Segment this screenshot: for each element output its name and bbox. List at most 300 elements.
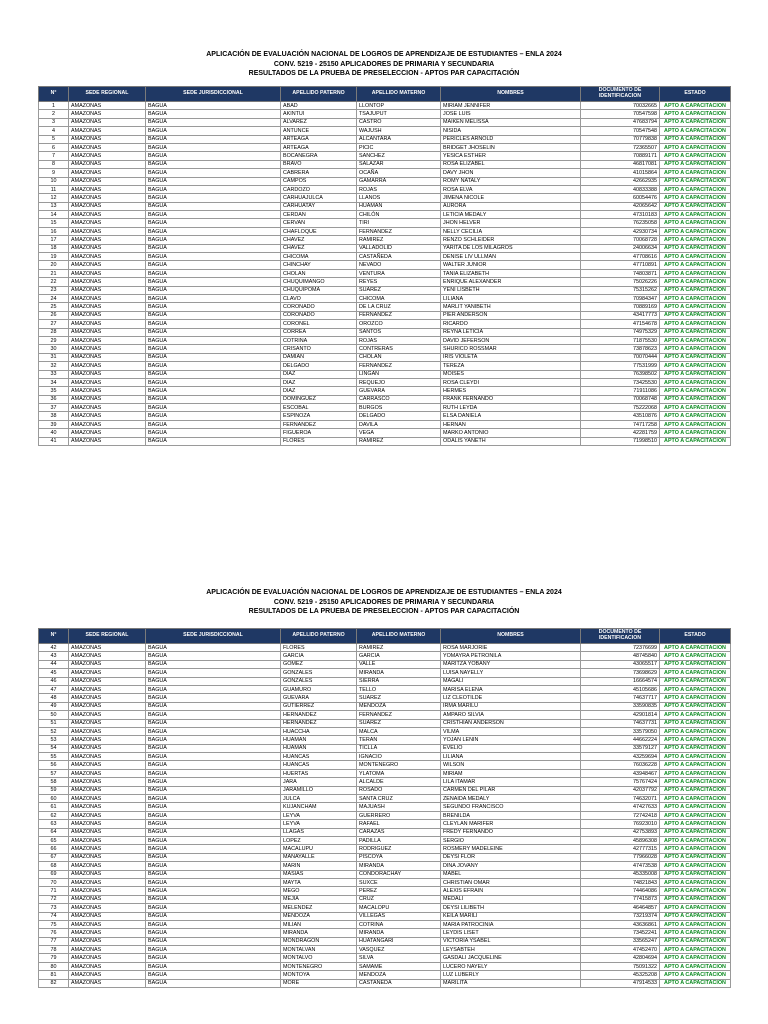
cell-sede-regional: AMAZONAS — [69, 303, 146, 311]
cell-nombres: MEDALI — [441, 895, 581, 903]
cell-apellido-materno: LLONTOP — [357, 102, 441, 110]
cell-apellido-paterno: ANTUNCE — [281, 127, 357, 135]
table-row — [39, 736, 731, 744]
table-row — [39, 878, 731, 886]
cell-sede-regional: AMAZONAS — [69, 236, 146, 244]
cell-sede-regional: AMAZONAS — [69, 677, 146, 685]
cell-sede-jurisdiccional: BAGUA — [146, 669, 281, 677]
cell-documento: 47683794 — [581, 118, 660, 126]
cell-sede-regional: AMAZONAS — [69, 286, 146, 294]
cell-apellido-paterno: MONTENEGRO — [281, 962, 357, 970]
cell-estado: APTO A CAPACITACION — [660, 677, 731, 685]
cell-estado: APTO A CAPACITACION — [660, 962, 731, 970]
cell-apellido-materno: MIRANDA — [357, 862, 441, 870]
cell-apellido-materno: VALLE — [357, 660, 441, 668]
cell-nombres: LIZ CLEOTILDE — [441, 694, 581, 702]
cell-nombres: NELLY CECILIA — [441, 227, 581, 235]
table-row — [39, 979, 731, 987]
cell-sede-regional: AMAZONAS — [69, 437, 146, 445]
cell-nombres: BRENILDA — [441, 811, 581, 819]
cell-estado: APTO A CAPACITACION — [660, 261, 731, 269]
cell-apellido-materno: HUAMAN — [357, 202, 441, 210]
cell-nombres: DAVY JHON — [441, 169, 581, 177]
cell-number: 12 — [39, 194, 69, 202]
cell-estado: APTO A CAPACITACION — [660, 143, 731, 151]
cell-number: 77 — [39, 937, 69, 945]
cell-sede-jurisdiccional: BAGUA — [146, 303, 281, 311]
cell-sede-regional: AMAZONAS — [69, 962, 146, 970]
header-line-2: CONV. 5219 - 25150 APLICADORES DE PRIMARIA Y SECUNDARIA — [273, 60, 495, 68]
cell-documento: 43510876 — [581, 412, 660, 420]
cell-apellido-materno: OROZCO — [357, 320, 441, 328]
cell-nombres: YOJAN LENIN — [441, 736, 581, 744]
cell-documento: 47473538 — [581, 862, 660, 870]
cell-sede-jurisdiccional: BAGUA — [146, 954, 281, 962]
cell-nombres: MAGALI — [441, 677, 581, 685]
cell-apellido-materno: MACALOPU — [357, 904, 441, 912]
cell-number: 73 — [39, 904, 69, 912]
table-row — [39, 303, 731, 311]
col-header-sede-regional: SEDE REGIONAL — [69, 87, 146, 102]
cell-nombres: MIRIAM JENNIFER — [441, 102, 581, 110]
cell-documento: 47154678 — [581, 320, 660, 328]
cell-sede-jurisdiccional: BAGUA — [146, 328, 281, 336]
cell-sede-regional: AMAZONAS — [69, 177, 146, 185]
cell-nombres: AURORA — [441, 202, 581, 210]
cell-documento: 73698629 — [581, 669, 660, 677]
results-table-1 — [38, 86, 731, 446]
cell-apellido-paterno: BOCANEGRA — [281, 152, 357, 160]
cell-documento: 73219374 — [581, 912, 660, 920]
cell-nombres: AMPARO SILVIA — [441, 711, 581, 719]
cell-number: 71 — [39, 887, 69, 895]
cell-sede-jurisdiccional: BAGUA — [146, 219, 281, 227]
cell-apellido-paterno: CHUQUIMANGO — [281, 278, 357, 286]
table-row — [39, 311, 731, 319]
cell-apellido-paterno: CHINCHAY — [281, 261, 357, 269]
table-row — [39, 946, 731, 954]
cell-documento: 70547548 — [581, 127, 660, 135]
cell-estado: APTO A CAPACITACION — [660, 769, 731, 777]
cell-nombres: ROSA ELIZABEL — [441, 160, 581, 168]
cell-sede-jurisdiccional: BAGUA — [146, 437, 281, 445]
cell-nombres: SEGUNDO FRANCISCO — [441, 803, 581, 811]
table-row — [39, 954, 731, 962]
cell-sede-jurisdiccional: BAGUA — [146, 311, 281, 319]
cell-sede-regional: AMAZONAS — [69, 320, 146, 328]
cell-sede-regional: AMAZONAS — [69, 711, 146, 719]
table-header-row — [39, 87, 731, 102]
cell-estado: APTO A CAPACITACION — [660, 937, 731, 945]
cell-sede-regional: AMAZONAS — [69, 920, 146, 928]
cell-number: 41 — [39, 437, 69, 445]
cell-apellido-materno: IGNACIO — [357, 753, 441, 761]
cell-nombres: ALEXIS EFRAIN — [441, 887, 581, 895]
cell-estado: APTO A CAPACITACION — [660, 177, 731, 185]
cell-apellido-materno: TIRI — [357, 219, 441, 227]
cell-documento: 70547598 — [581, 110, 660, 118]
cell-apellido-materno: PADILLA — [357, 836, 441, 844]
cell-apellido-paterno: MARIN — [281, 862, 357, 870]
cell-apellido-paterno: MONTALVAN — [281, 946, 357, 954]
cell-sede-jurisdiccional: BAGUA — [146, 194, 281, 202]
cell-nombres: VILMA — [441, 727, 581, 735]
cell-number: 36 — [39, 395, 69, 403]
table-row — [39, 853, 731, 861]
cell-sede-jurisdiccional: BAGUA — [146, 895, 281, 903]
cell-documento: 43417773 — [581, 311, 660, 319]
cell-sede-jurisdiccional: BAGUA — [146, 904, 281, 912]
cell-sede-regional: AMAZONAS — [69, 736, 146, 744]
cell-estado: APTO A CAPACITACION — [660, 828, 731, 836]
cell-apellido-paterno: CHUQUIPOMA — [281, 286, 357, 294]
cell-nombres: RUTH LEYDA — [441, 404, 581, 412]
cell-nombres: MAIKEN MELISSA — [441, 118, 581, 126]
cell-sede-jurisdiccional: BAGUA — [146, 370, 281, 378]
cell-apellido-paterno: HUANCAS — [281, 753, 357, 761]
cell-estado: APTO A CAPACITACION — [660, 236, 731, 244]
cell-number: 23 — [39, 286, 69, 294]
cell-nombres: TEREZA — [441, 362, 581, 370]
cell-sede-jurisdiccional: BAGUA — [146, 736, 281, 744]
cell-documento: 45325208 — [581, 971, 660, 979]
cell-apellido-materno: TELLO — [357, 685, 441, 693]
cell-documento: 70984347 — [581, 294, 660, 302]
table-row — [39, 644, 731, 652]
cell-number: 80 — [39, 962, 69, 970]
cell-apellido-paterno: CERVAN — [281, 219, 357, 227]
cell-nombres: HERNAN — [441, 420, 581, 428]
cell-number: 21 — [39, 269, 69, 277]
cell-apellido-materno: MIRANDA — [357, 929, 441, 937]
cell-apellido-materno: SUXCE — [357, 878, 441, 886]
cell-estado: APTO A CAPACITACION — [660, 269, 731, 277]
cell-apellido-paterno: CARHUAJULCA — [281, 194, 357, 202]
cell-sede-regional: AMAZONAS — [69, 102, 146, 110]
cell-documento: 42901814 — [581, 711, 660, 719]
cell-sede-regional: AMAZONAS — [69, 702, 146, 710]
cell-documento: 47427633 — [581, 803, 660, 811]
cell-number: 20 — [39, 261, 69, 269]
cell-number: 17 — [39, 236, 69, 244]
cell-sede-regional: AMAZONAS — [69, 378, 146, 386]
table-row — [39, 412, 731, 420]
cell-estado: APTO A CAPACITACION — [660, 345, 731, 353]
cell-number: 9 — [39, 169, 69, 177]
cell-apellido-materno: RAMIREZ — [357, 437, 441, 445]
cell-sede-jurisdiccional: BAGUA — [146, 979, 281, 987]
cell-apellido-paterno: FIGUEROA — [281, 429, 357, 437]
cell-number: 31 — [39, 353, 69, 361]
cell-estado: APTO A CAPACITACION — [660, 278, 731, 286]
cell-apellido-paterno: COTRINA — [281, 336, 357, 344]
cell-sede-jurisdiccional: BAGUA — [146, 845, 281, 853]
table-row — [39, 185, 731, 193]
cell-apellido-paterno: GONZALES — [281, 669, 357, 677]
cell-documento: 33579127 — [581, 744, 660, 752]
cell-documento: 70779838 — [581, 135, 660, 143]
cell-apellido-paterno: GUAMURO — [281, 685, 357, 693]
cell-documento: 71911086 — [581, 387, 660, 395]
cell-documento: 43065517 — [581, 660, 660, 668]
cell-apellido-materno: DAVILA — [357, 420, 441, 428]
cell-sede-jurisdiccional: BAGUA — [146, 878, 281, 886]
col-header-estado: ESTADO — [660, 87, 731, 102]
cell-apellido-paterno: CHAVEZ — [281, 244, 357, 252]
cell-documento: 71875530 — [581, 336, 660, 344]
cell-sede-regional: AMAZONAS — [69, 395, 146, 403]
cell-apellido-materno: CONTRERAS — [357, 345, 441, 353]
cell-sede-jurisdiccional: BAGUA — [146, 962, 281, 970]
cell-apellido-materno: YLATOMA — [357, 769, 441, 777]
cell-apellido-paterno: JARAMILLO — [281, 786, 357, 794]
cell-sede-jurisdiccional: BAGUA — [146, 912, 281, 920]
table-row — [39, 727, 731, 735]
cell-apellido-paterno: HUACCHA — [281, 727, 357, 735]
cell-apellido-materno: MENDOZA — [357, 702, 441, 710]
cell-apellido-paterno: CARHUATAY — [281, 202, 357, 210]
cell-documento: 75222068 — [581, 404, 660, 412]
cell-documento: 45335008 — [581, 870, 660, 878]
cell-documento: 70068728 — [581, 236, 660, 244]
cell-sede-regional: AMAZONAS — [69, 202, 146, 210]
cell-number: 55 — [39, 753, 69, 761]
cell-sede-regional: AMAZONAS — [69, 753, 146, 761]
cell-estado: APTO A CAPACITACION — [660, 102, 731, 110]
cell-nombres: ENRIQUE ALEXANDER — [441, 278, 581, 286]
cell-number: 44 — [39, 660, 69, 668]
cell-nombres: ELSA DANIELA — [441, 412, 581, 420]
cell-apellido-materno: SANCHEZ — [357, 152, 441, 160]
cell-apellido-materno: HUATANGARI — [357, 937, 441, 945]
cell-number: 24 — [39, 294, 69, 302]
cell-sede-regional: AMAZONAS — [69, 244, 146, 252]
cell-estado: APTO A CAPACITACION — [660, 753, 731, 761]
cell-apellido-paterno: CABRERA — [281, 169, 357, 177]
cell-number: 67 — [39, 853, 69, 861]
cell-nombres: LUZ LUBERLY — [441, 971, 581, 979]
cell-apellido-materno: GAMARRA — [357, 177, 441, 185]
cell-documento: 77531999 — [581, 362, 660, 370]
cell-apellido-paterno: MELENDEZ — [281, 904, 357, 912]
cell-estado: APTO A CAPACITACION — [660, 820, 731, 828]
cell-estado: APTO A CAPACITACION — [660, 185, 731, 193]
cell-apellido-materno: ALCANTARA — [357, 135, 441, 143]
table-row — [39, 971, 731, 979]
cell-sede-regional: AMAZONAS — [69, 954, 146, 962]
cell-sede-regional: AMAZONAS — [69, 795, 146, 803]
cell-number: 42 — [39, 644, 69, 652]
cell-sede-jurisdiccional: BAGUA — [146, 294, 281, 302]
cell-estado: APTO A CAPACITACION — [660, 660, 731, 668]
col-header-sede-jurisdiccional: SEDE JURISDICCIONAL — [146, 629, 281, 644]
col-header-number: N° — [39, 87, 69, 102]
cell-nombres: DEYSI LILIBETH — [441, 904, 581, 912]
cell-apellido-paterno: MAYTA — [281, 878, 357, 886]
cell-apellido-materno: FERNANDEZ — [357, 227, 441, 235]
cell-nombres: CLEYLAN MARIFER — [441, 820, 581, 828]
cell-nombres: DAVID JEFERSON — [441, 336, 581, 344]
cell-nombres: LUCERO NAYELY — [441, 962, 581, 970]
cell-apellido-paterno: MONTALVO — [281, 954, 357, 962]
cell-number: 19 — [39, 253, 69, 261]
cell-sede-jurisdiccional: BAGUA — [146, 685, 281, 693]
cell-apellido-paterno: BRAVO — [281, 160, 357, 168]
cell-apellido-paterno: CLAVO — [281, 294, 357, 302]
cell-documento: 42037792 — [581, 786, 660, 794]
cell-sede-regional: AMAZONAS — [69, 778, 146, 786]
cell-estado: APTO A CAPACITACION — [660, 370, 731, 378]
cell-number: 53 — [39, 736, 69, 744]
table-row — [39, 786, 731, 794]
cell-apellido-materno: RAFAEL — [357, 820, 441, 828]
cell-apellido-paterno: GOMEZ — [281, 660, 357, 668]
cell-estado: APTO A CAPACITACION — [660, 946, 731, 954]
cell-apellido-paterno: GUTIERREZ — [281, 702, 357, 710]
cell-documento: 77966028 — [581, 853, 660, 861]
cell-sede-jurisdiccional: BAGUA — [146, 753, 281, 761]
cell-sede-jurisdiccional: BAGUA — [146, 971, 281, 979]
cell-sede-jurisdiccional: BAGUA — [146, 227, 281, 235]
cell-number: 51 — [39, 719, 69, 727]
cell-number: 38 — [39, 412, 69, 420]
cell-sede-regional: AMAZONAS — [69, 160, 146, 168]
cell-sede-jurisdiccional: BAGUA — [146, 185, 281, 193]
cell-sede-jurisdiccional: BAGUA — [146, 803, 281, 811]
cell-sede-regional: AMAZONAS — [69, 135, 146, 143]
cell-nombres: IRMA MARILÚ — [441, 702, 581, 710]
cell-documento: 44662224 — [581, 736, 660, 744]
cell-documento: 42753893 — [581, 828, 660, 836]
cell-estado: APTO A CAPACITACION — [660, 895, 731, 903]
cell-apellido-materno: VENTURA — [357, 269, 441, 277]
cell-apellido-materno: CASTRO — [357, 118, 441, 126]
cell-sede-jurisdiccional: BAGUA — [146, 362, 281, 370]
cell-number: 16 — [39, 227, 69, 235]
cell-apellido-paterno: AKINTUI — [281, 110, 357, 118]
cell-estado: APTO A CAPACITACION — [660, 761, 731, 769]
cell-sede-jurisdiccional: BAGUA — [146, 143, 281, 151]
cell-apellido-paterno: CRISANTO — [281, 345, 357, 353]
cell-sede-regional: AMAZONAS — [69, 278, 146, 286]
cell-estado: APTO A CAPACITACION — [660, 152, 731, 160]
table-row — [39, 904, 731, 912]
cell-sede-regional: AMAZONAS — [69, 328, 146, 336]
cell-documento: 33565247 — [581, 937, 660, 945]
cell-documento: 74464086 — [581, 887, 660, 895]
table-row — [39, 227, 731, 235]
table-row — [39, 370, 731, 378]
cell-nombres: KEILA MARILI — [441, 912, 581, 920]
cell-number: 79 — [39, 954, 69, 962]
table-row — [39, 102, 731, 110]
cell-number: 74 — [39, 912, 69, 920]
table-row — [39, 895, 731, 903]
cell-nombres: JHON HELVER — [441, 219, 581, 227]
table-row — [39, 328, 731, 336]
cell-apellido-paterno: MONDRAGON — [281, 937, 357, 945]
cell-sede-regional: AMAZONAS — [69, 685, 146, 693]
cell-sede-regional: AMAZONAS — [69, 404, 146, 412]
cell-apellido-paterno: KUJANCHAM — [281, 803, 357, 811]
table-row — [39, 962, 731, 970]
cell-estado: APTO A CAPACITACION — [660, 711, 731, 719]
cell-number: 6 — [39, 143, 69, 151]
cell-apellido-materno: BURGOS — [357, 404, 441, 412]
cell-documento: 47710891 — [581, 261, 660, 269]
cell-documento: 42804694 — [581, 954, 660, 962]
cell-nombres: CRISTHIAN ANDERSON — [441, 719, 581, 727]
cell-sede-jurisdiccional: BAGUA — [146, 412, 281, 420]
cell-sede-regional: AMAZONAS — [69, 853, 146, 861]
cell-sede-regional: AMAZONAS — [69, 143, 146, 151]
cell-apellido-paterno: LOPEZ — [281, 836, 357, 844]
cell-sede-jurisdiccional: BAGUA — [146, 811, 281, 819]
table-row — [39, 828, 731, 836]
table-row — [39, 652, 731, 660]
cell-sede-regional: AMAZONAS — [69, 644, 146, 652]
cell-number: 7 — [39, 152, 69, 160]
cell-sede-regional: AMAZONAS — [69, 152, 146, 160]
cell-number: 78 — [39, 946, 69, 954]
cell-number: 43 — [39, 652, 69, 660]
cell-apellido-materno: TICLLA — [357, 744, 441, 752]
cell-sede-regional: AMAZONAS — [69, 719, 146, 727]
cell-documento: 45896308 — [581, 836, 660, 844]
cell-sede-jurisdiccional: BAGUA — [146, 778, 281, 786]
cell-nombres: LILIANA — [441, 753, 581, 761]
cell-estado: APTO A CAPACITACION — [660, 378, 731, 386]
cell-estado: APTO A CAPACITACION — [660, 404, 731, 412]
cell-documento: 42930734 — [581, 227, 660, 235]
cell-apellido-materno: TSAJUPUT — [357, 110, 441, 118]
cell-sede-regional: AMAZONAS — [69, 311, 146, 319]
table-row — [39, 711, 731, 719]
cell-documento: 70068748 — [581, 395, 660, 403]
cell-apellido-paterno: MILIAN — [281, 920, 357, 928]
cell-documento: 16664574 — [581, 677, 660, 685]
cell-number: 25 — [39, 303, 69, 311]
cell-nombres: LEYDIS LISET — [441, 929, 581, 937]
cell-apellido-paterno: DELGADO — [281, 362, 357, 370]
cell-sede-jurisdiccional: BAGUA — [146, 261, 281, 269]
cell-apellido-paterno: CHAVEZ — [281, 236, 357, 244]
cell-apellido-paterno: CAMPOS — [281, 177, 357, 185]
table-row — [39, 211, 731, 219]
cell-apellido-materno: ROJAS — [357, 336, 441, 344]
cell-apellido-materno: WAJUSH — [357, 127, 441, 135]
table-row — [39, 110, 731, 118]
table-row — [39, 194, 731, 202]
cell-nombres: WALTER JUNIOR — [441, 261, 581, 269]
header-line-3: RESULTADOS DE LA PRUEBA DE PRESELECCION - APTOS PAR CAPACITACIÓN — [248, 70, 520, 77]
cell-nombres: VICTORIA YSABEL — [441, 937, 581, 945]
cell-apellido-paterno: DIAZ — [281, 370, 357, 378]
cell-nombres: ODALIS YANETH — [441, 437, 581, 445]
cell-apellido-paterno: MANAYALLE — [281, 853, 357, 861]
cell-documento: 40833388 — [581, 185, 660, 193]
cell-apellido-materno: CASTAÑEDA — [357, 979, 441, 987]
cell-sede-regional: AMAZONAS — [69, 845, 146, 853]
table-row — [39, 152, 731, 160]
cell-documento: 73425530 — [581, 378, 660, 386]
cell-documento: 48745840 — [581, 652, 660, 660]
cell-apellido-materno: MALCA — [357, 727, 441, 735]
table-row — [39, 795, 731, 803]
cell-apellido-materno: CONDORACHAY — [357, 870, 441, 878]
cell-nombres: MARITZA YOBANY — [441, 660, 581, 668]
cell-sede-regional: AMAZONAS — [69, 169, 146, 177]
